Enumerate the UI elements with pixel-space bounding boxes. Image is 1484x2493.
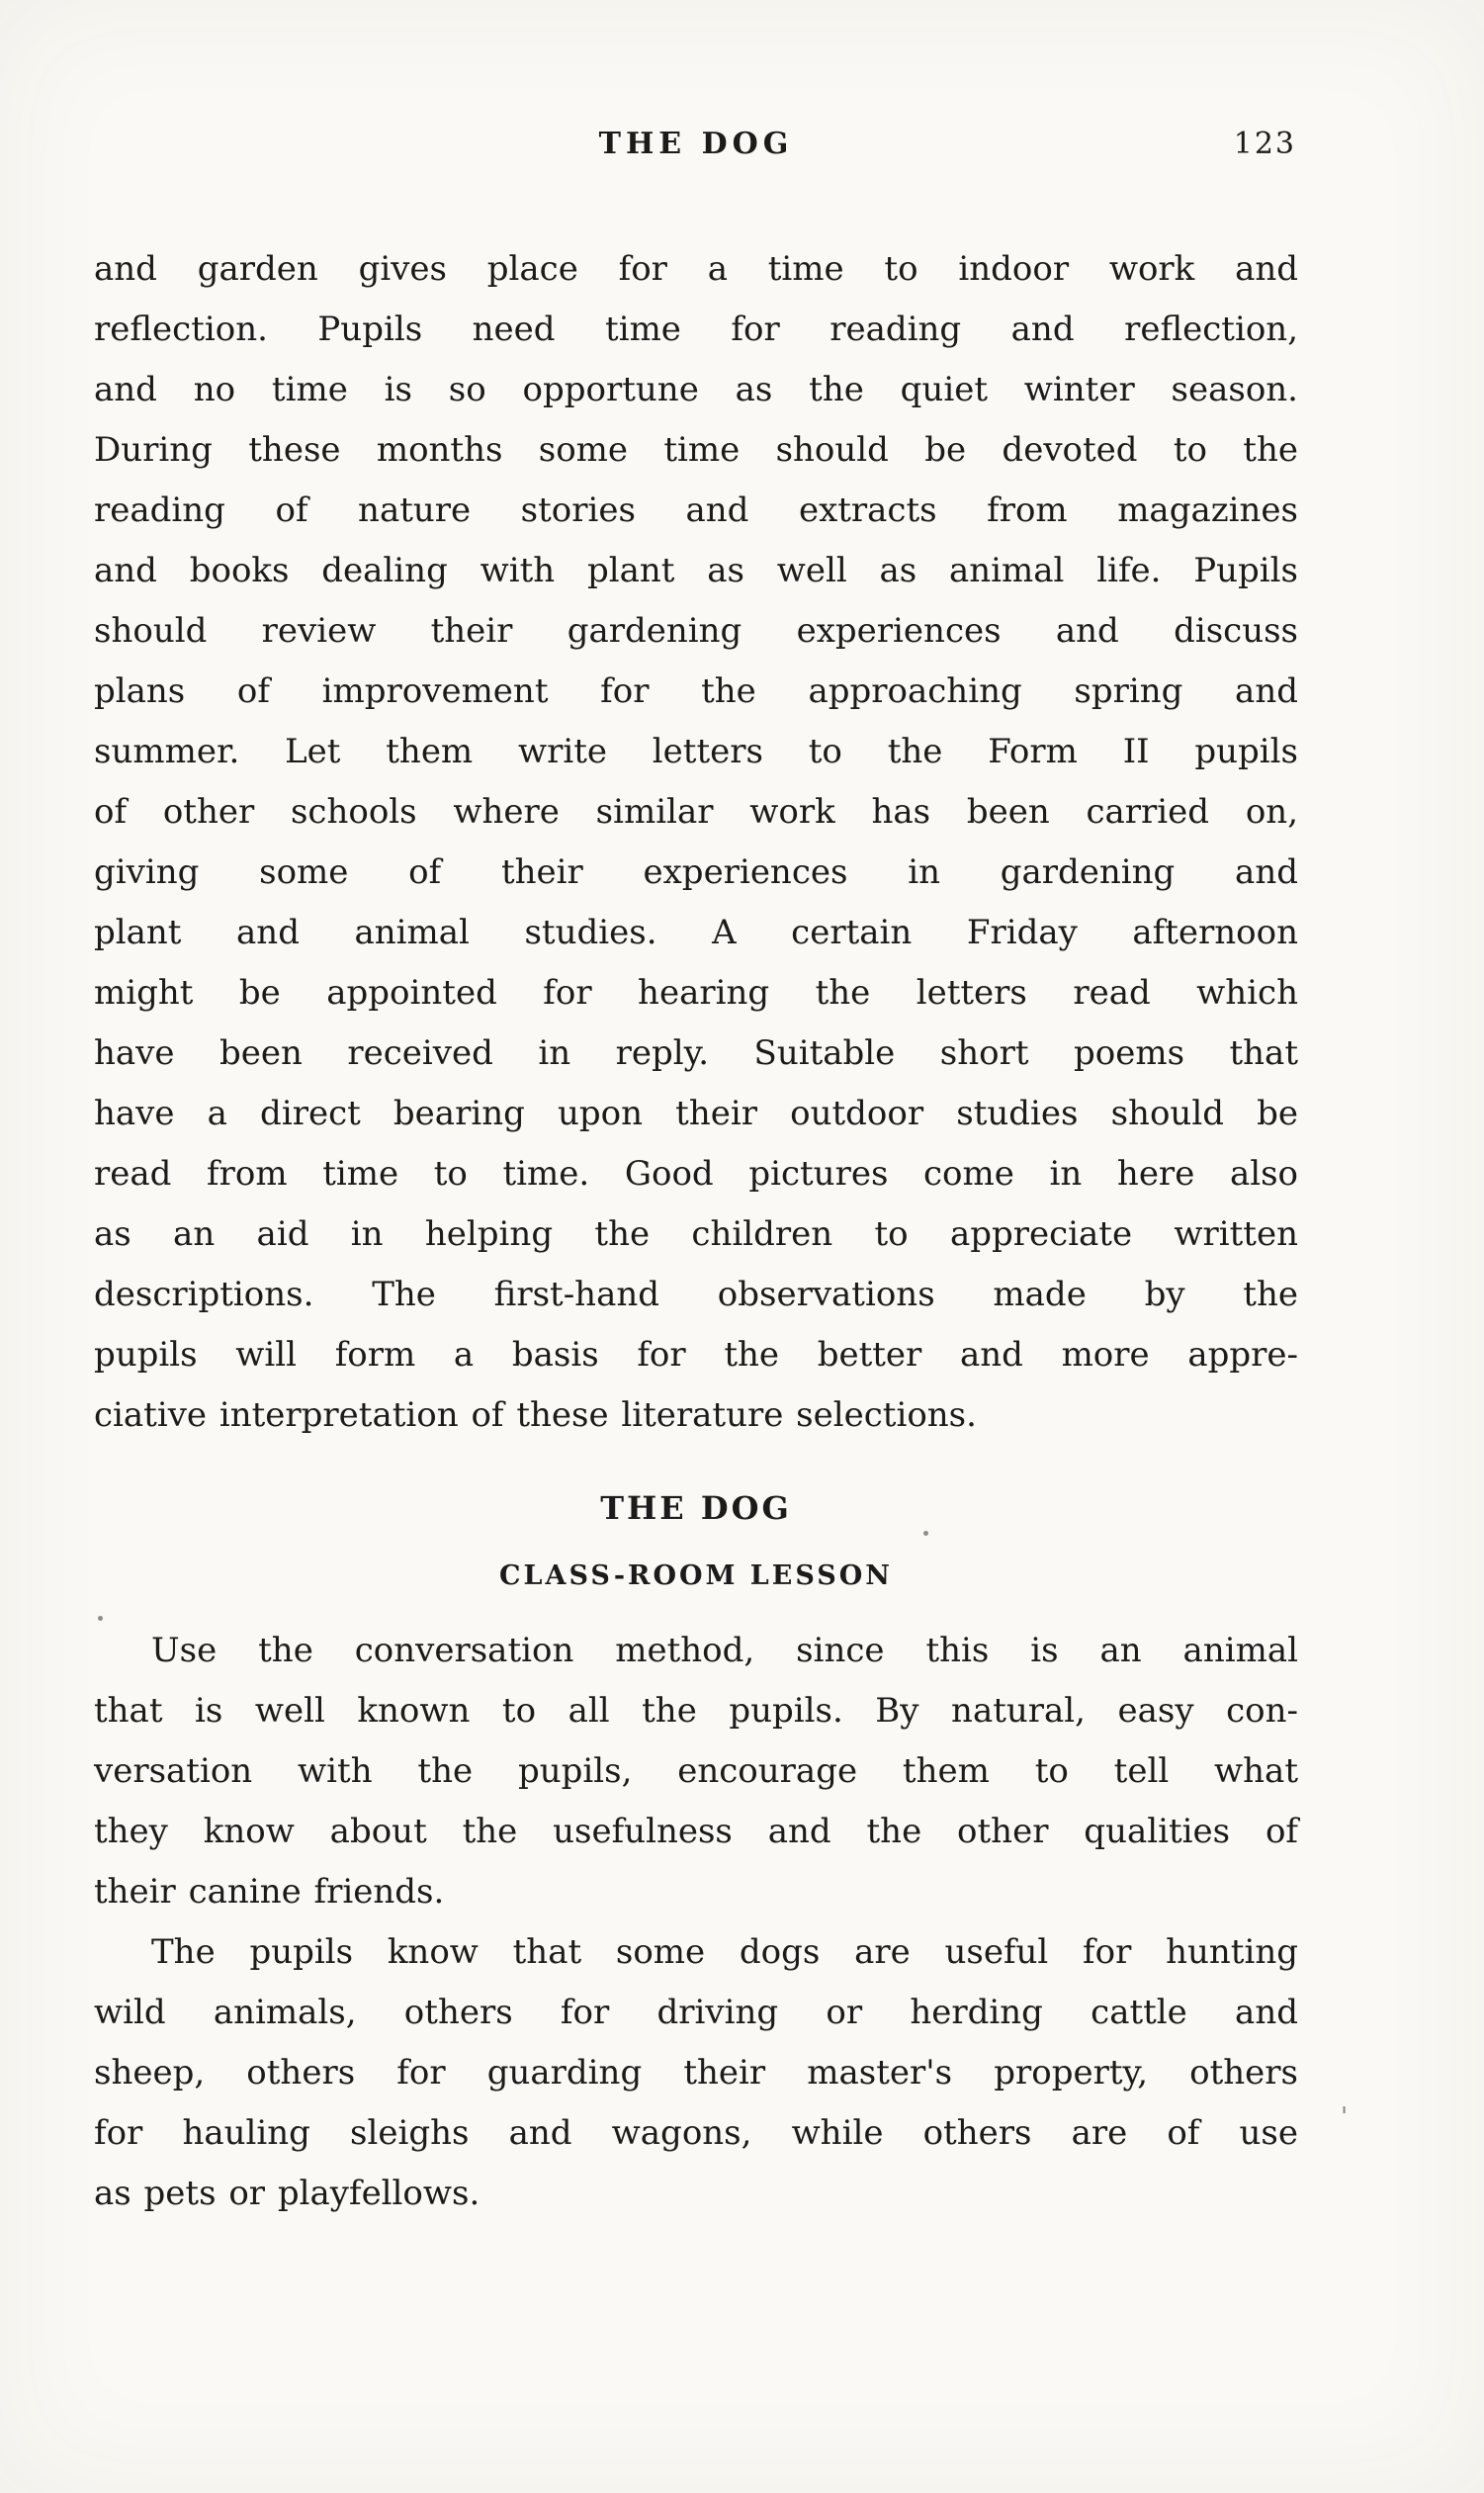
text-line: their canine friends.: [94, 1872, 445, 1912]
text-line: have a direct bearing upon their outdoor studies should be: [94, 1094, 1298, 1133]
text-line: as an aid in helping the children to appreciate written: [94, 1214, 1298, 1254]
text-line: might be appointed for hearing the letters read which: [94, 973, 1298, 1013]
text-line: and garden gives place for a time to indoor work and: [94, 249, 1298, 289]
text-line: summer. Let them write letters to the Form II pupils: [94, 732, 1298, 771]
text-line: should review their gardening experiences and discuss: [94, 611, 1298, 651]
text-line: they know about the usefulness and the other qualities of: [94, 1812, 1298, 1851]
running-title: THE DOG: [598, 127, 794, 161]
text-line: versation with the pupils, encourage them to tell what: [94, 1751, 1298, 1791]
text-line: wild animals, others for driving or herding cattle and: [94, 1993, 1298, 2032]
text-line: for hauling sleighs and wagons, while others are of use: [94, 2113, 1298, 2153]
text-line: ciative interpretation of these literature selections.: [94, 1395, 977, 1435]
section-title: THE DOG: [600, 1489, 792, 1527]
text-line: reflection. Pupils need time for reading and reflection,: [94, 310, 1298, 349]
text-line: descriptions. The first-hand observations made by the: [94, 1275, 1298, 1314]
text-block: [94, 127, 1298, 2224]
page-number: 123: [1233, 127, 1296, 161]
text-line: The pupils know that some dogs are useful for hunting: [151, 1932, 1298, 1972]
text-line: During these months some time should be devoted to the: [94, 430, 1298, 470]
scan-artifact-tick: ': [1341, 2102, 1349, 2132]
text-line: read from time to time. Good pictures come in here also: [94, 1154, 1298, 1194]
paragraph-classroom-lesson: [94, 1621, 1298, 1922]
text-line: sheep, others for guarding their master's property, others: [94, 2053, 1298, 2092]
page-header: [94, 127, 1298, 170]
text-line: and no time is so opportune as the quiet winter season.: [94, 370, 1298, 409]
text-line: have been received in reply. Suitable short poems that: [94, 1033, 1298, 1073]
text-line: plant and animal studies. A certain Friday afternoon: [94, 913, 1298, 952]
text-line: that is well known to all the pupils. By natural, easy con-: [94, 1691, 1298, 1731]
text-line: plans of improvement for the approaching spring and: [94, 671, 1298, 711]
text-line: giving some of their experiences in gardening and: [94, 852, 1298, 892]
text-line: of other schools where similar work has been carried on,: [94, 792, 1298, 832]
section-subtitle: CLASS-ROOM LESSON: [499, 1560, 893, 1591]
text-line: Use the conversation method, since this is an animal: [151, 1631, 1298, 1670]
paragraph-continuation: [94, 239, 1298, 1446]
text-line: as pets or playfellows.: [94, 2174, 480, 2213]
text-line: reading of nature stories and extracts from magazines: [94, 490, 1298, 530]
text-line: pupils will form a basis for the better and more appre-: [94, 1335, 1298, 1375]
paragraph-dog-uses: [94, 1922, 1298, 2224]
text-line: and books dealing with plant as well as animal life. Pupils: [94, 551, 1298, 590]
